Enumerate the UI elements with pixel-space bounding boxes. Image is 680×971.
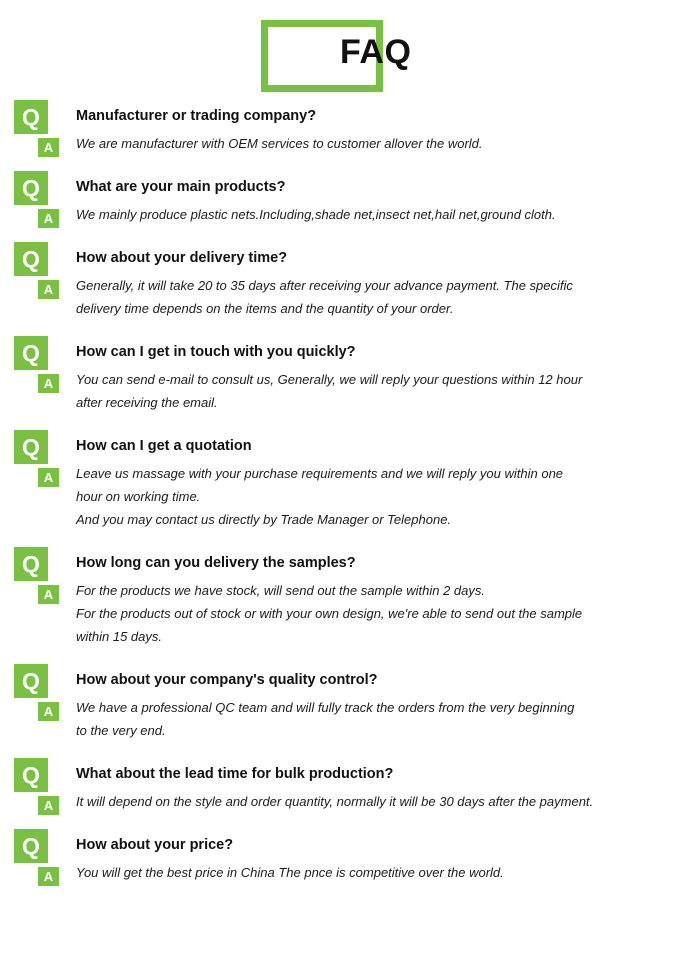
answer-badge: A [38, 138, 59, 157]
answer-badge: A [38, 867, 59, 886]
faq-text-block [76, 336, 664, 414]
faq-badges [14, 829, 66, 886]
faq-answer [76, 462, 660, 531]
faq-badges [14, 100, 66, 157]
faq-question: How about your delivery time? [76, 250, 288, 266]
faq-answer-line: Generally, it will take 20 to 35 days after receiving your advance payment. The specific [76, 278, 573, 293]
faq-text-block [76, 242, 664, 320]
faq-badges [14, 758, 66, 815]
faq-question: How can I get a quotation [76, 438, 252, 454]
faq-answer-line: It will depend on the style and order quantity, normally it will be 30 days after the payment. [76, 794, 594, 809]
faq-answer-line: And you may contact us directly by Trade Manager or Telephone. [76, 512, 452, 527]
faq-badges [14, 336, 66, 393]
faq-item [14, 758, 664, 813]
faq-text-block [76, 664, 664, 742]
faq-question: What about the lead time for bulk production? [76, 766, 394, 782]
faq-item [14, 100, 664, 155]
faq-answer-line: We have a professional QC team and will fully track the orders from the very beginning [76, 700, 575, 715]
faq-text-block [76, 547, 664, 648]
faq-text-block [76, 430, 664, 531]
faq-text-block [76, 829, 664, 884]
answer-badge: A [38, 209, 59, 228]
faq-answer [76, 696, 660, 742]
faq-item [14, 547, 664, 648]
faq-answer [76, 790, 660, 813]
faq-text-block [76, 758, 664, 813]
faq-badges [14, 547, 66, 604]
faq-answer-line: within 15 days. [76, 629, 162, 644]
faq-item [14, 336, 664, 414]
faq-question: How about your price? [76, 837, 234, 853]
faq-answer-line: You can send e-mail to consult us, Generally, we will reply your questions within 12 hour [76, 372, 583, 387]
faq-item [14, 829, 664, 884]
faq-answer [76, 368, 660, 414]
question-badge: Q [14, 336, 48, 370]
faq-answer [76, 132, 660, 155]
faq-answer-line: hour on working time. [76, 489, 201, 504]
faq-text-block [76, 171, 664, 226]
faq-answer [76, 579, 660, 648]
answer-badge: A [38, 468, 59, 487]
question-badge: Q [14, 171, 48, 205]
page-title: FAQ [340, 33, 412, 71]
faq-item [14, 242, 664, 320]
question-badge: Q [14, 430, 48, 464]
faq-item [14, 664, 664, 742]
question-badge: Q [14, 547, 48, 581]
faq-answer-line: after receiving the email. [76, 395, 218, 410]
faq-badges [14, 664, 66, 721]
faq-answer-line: We are manufacturer with OEM services to customer allover the world. [76, 136, 483, 151]
faq-answer-line: We mainly produce plastic nets.Including,shade net,insect net,hail net,ground cloth. [76, 207, 556, 222]
faq-item [14, 171, 664, 226]
faq-answer-line: For the products we have stock, will send out the sample within 2 days. [76, 583, 485, 598]
question-badge: Q [14, 829, 48, 863]
faq-answer-line: to the very end. [76, 723, 166, 738]
question-badge: Q [14, 758, 48, 792]
faq-answer [76, 203, 660, 226]
faq-answer-line: For the products out of stock or with your own design, we're able to send out the sample [76, 606, 583, 621]
faq-question: Manufacturer or trading company? [76, 108, 317, 124]
faq-answer-line: delivery time depends on the items and the quantity of your order. [76, 301, 454, 316]
faq-badges [14, 430, 66, 487]
faq-answer [76, 861, 660, 884]
faq-question: How can I get in touch with you quickly? [76, 344, 356, 360]
faq-item [14, 430, 664, 531]
question-badge: Q [14, 100, 48, 134]
question-badge: Q [14, 242, 48, 276]
answer-badge: A [38, 280, 59, 299]
faq-text-block [76, 100, 664, 155]
faq-answer-line: Leave us massage with your purchase requirements and we will reply you within one [76, 466, 564, 481]
answer-badge: A [38, 374, 59, 393]
faq-question: How long can you delivery the samples? [76, 555, 356, 571]
answer-badge: A [38, 702, 59, 721]
faq-question: What are your main products? [76, 179, 286, 195]
faq-badges [14, 242, 66, 299]
faq-list [0, 100, 680, 884]
page-header [0, 0, 680, 100]
faq-answer [76, 274, 660, 320]
answer-badge: A [38, 585, 59, 604]
question-badge: Q [14, 664, 48, 698]
faq-answer-line: You will get the best price in China The pnce is competitive over the world. [76, 865, 504, 880]
faq-question: How about your company's quality control? [76, 672, 378, 688]
answer-badge: A [38, 796, 59, 815]
faq-badges [14, 171, 66, 228]
